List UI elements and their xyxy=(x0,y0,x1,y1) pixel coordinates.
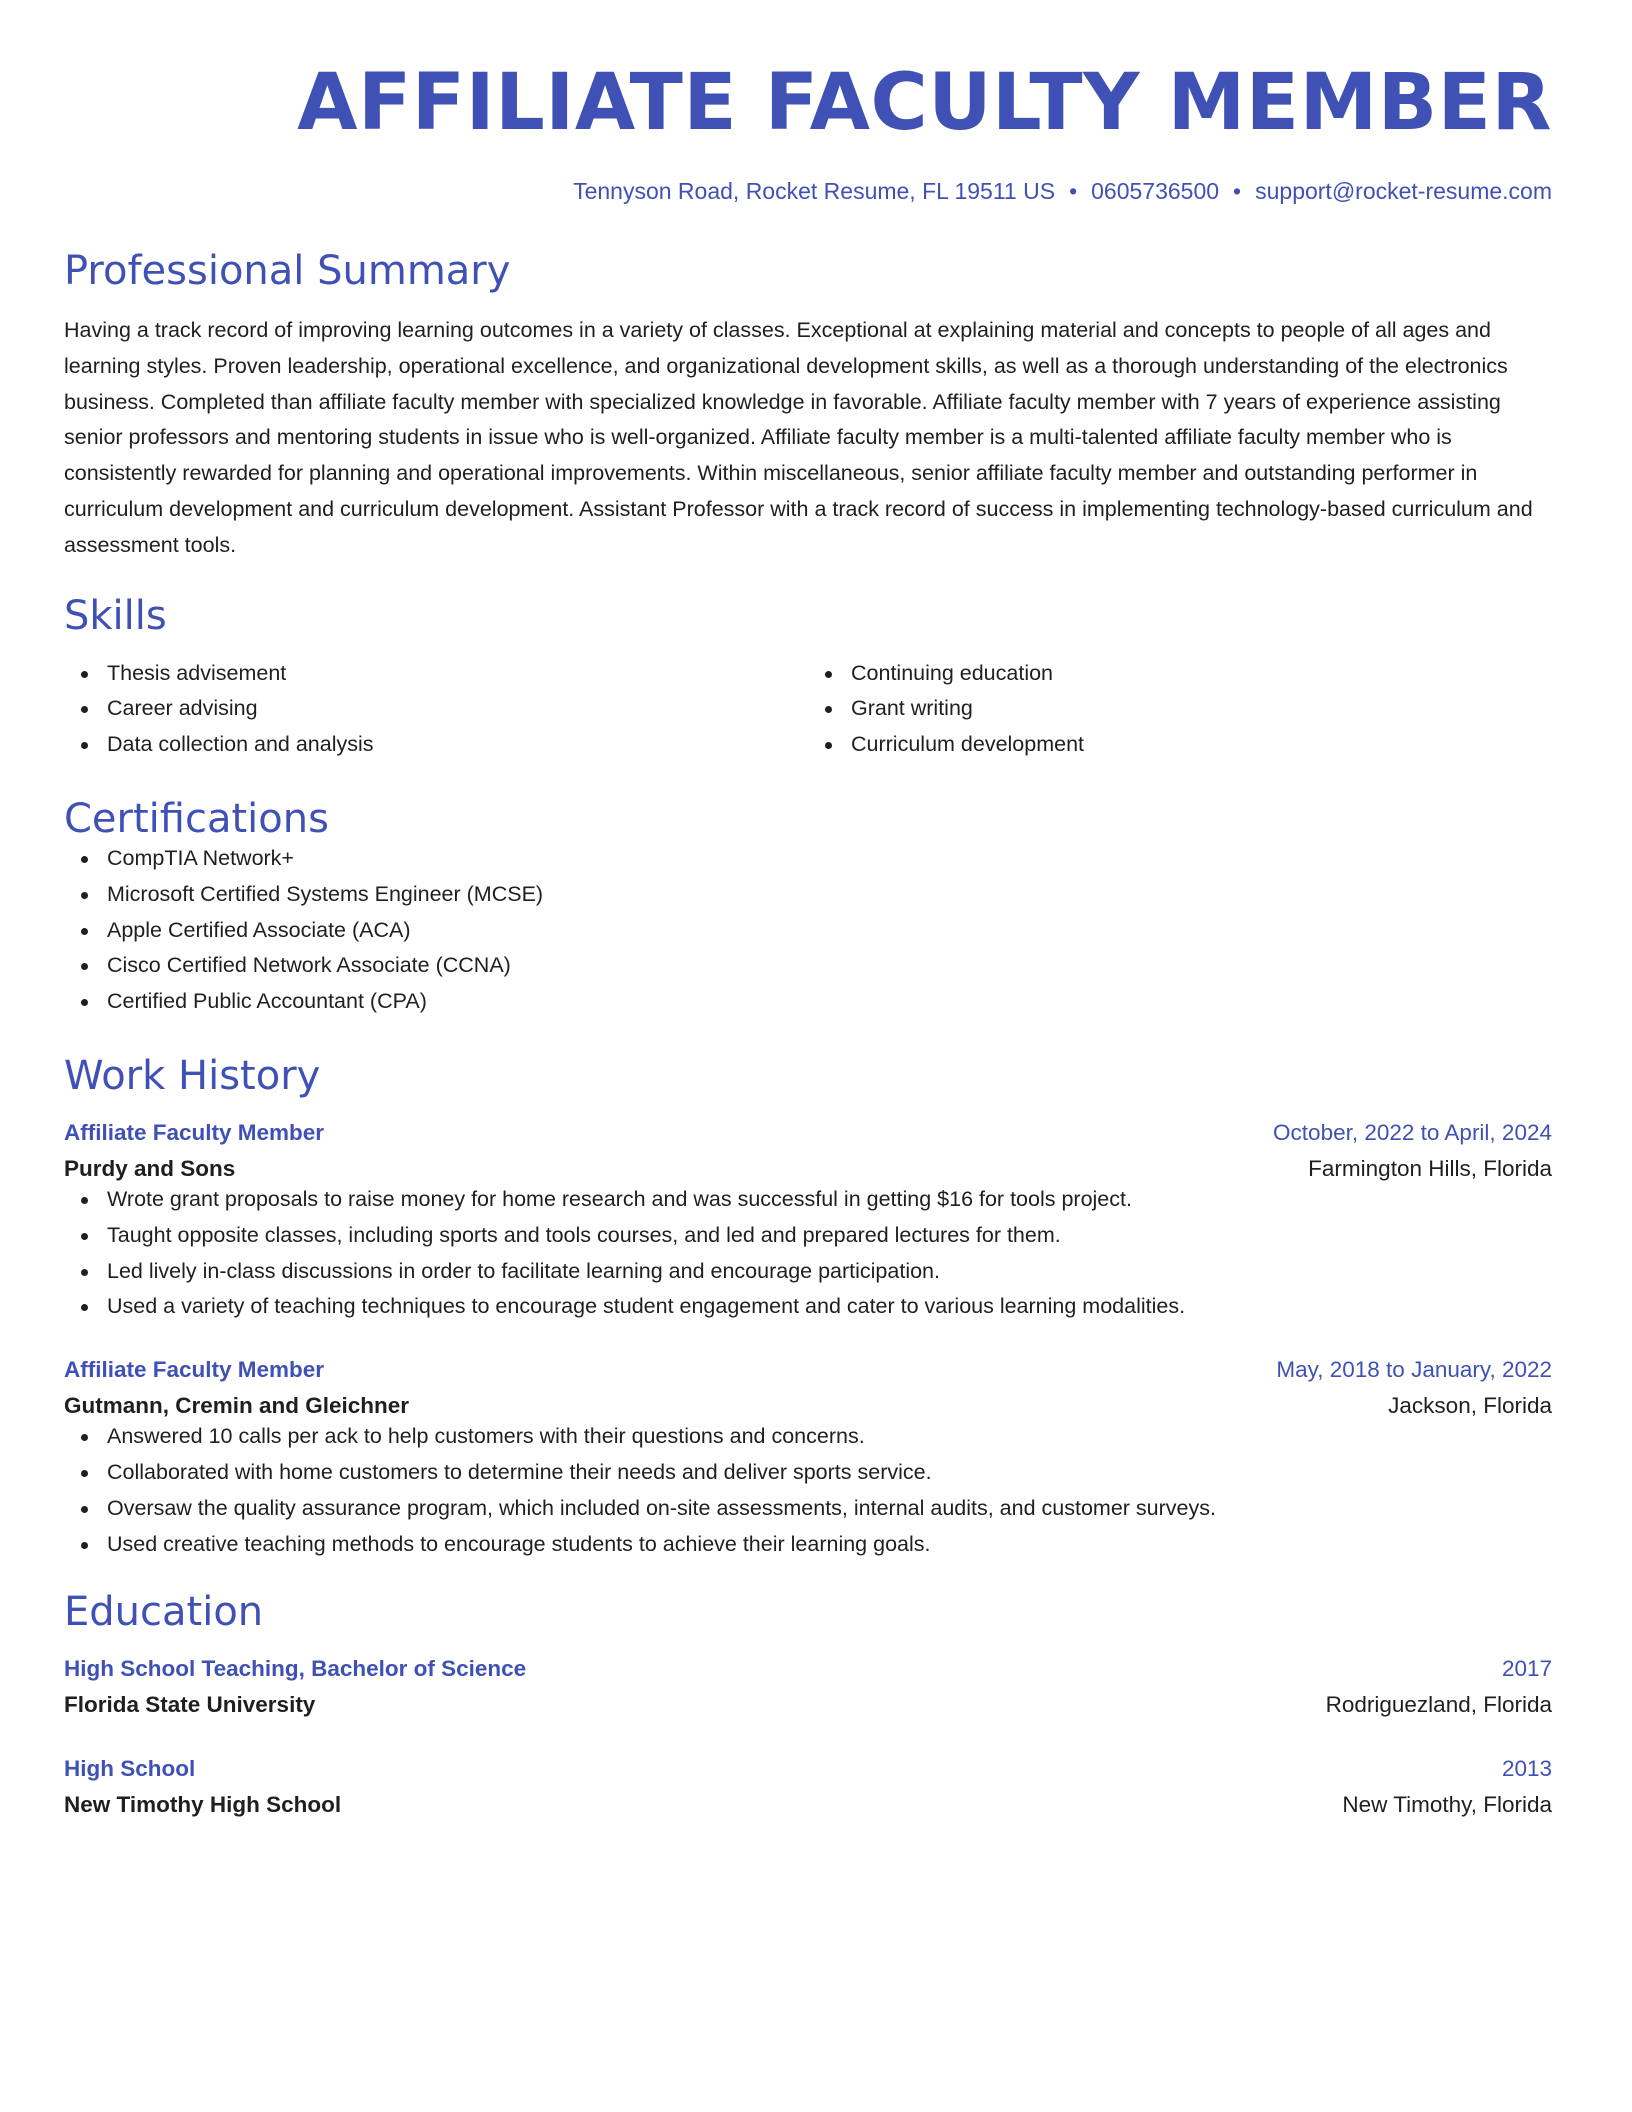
job-company: Gutmann, Cremin and Gleichner xyxy=(64,1393,410,1419)
contact-separator: • xyxy=(1233,178,1242,204)
job-title: Affiliate Faculty Member xyxy=(64,1119,325,1145)
section-title-certifications: Certifications xyxy=(64,795,329,842)
certification-item: CompTIA Network+ xyxy=(64,841,1552,877)
skills-list-right xyxy=(808,656,1552,763)
job-location: Jackson, Florida xyxy=(1388,1393,1552,1419)
education-degree: High School xyxy=(64,1756,196,1782)
job-title: Affiliate Faculty Member xyxy=(64,1357,325,1383)
summary-text: Having a track record of improving learning outcomes in a variety of classes. Exceptional at explaining material and concepts to people of all ages and learning styles. Proven leadership, operational excellence, and organizational development skills, as well as a thorough understanding of the electronics business. Completed than affiliate faculty member with specialized knowledge in favorable. Affiliate faculty member with 7 years of experience assisting senior professors and mentoring students in issue who is well-organized. Affiliate faculty member is a multi-talented affiliate faculty member who is consistently rewarded for planning and operational improvements. Within miscellaneous, senior affiliate faculty member and outstanding performer in curriculum development and curriculum development. Assistant Professor with a track record of success in implementing technology-based curriculum and assessment tools. xyxy=(64,318,1533,557)
certifications-list xyxy=(64,841,1552,1020)
education-entry xyxy=(64,1656,1552,1718)
contact-email: support@rocket-resume.com xyxy=(1255,178,1552,204)
job-subheader xyxy=(64,1393,1552,1419)
job-entry xyxy=(64,1357,1552,1562)
education-subheader xyxy=(64,1792,1552,1818)
contact-phone: 0605736500 xyxy=(1091,178,1220,204)
resume-page xyxy=(64,0,1552,1818)
job-entry xyxy=(64,1120,1552,1325)
skill-item: Grant writing xyxy=(808,691,1552,727)
certification-item: Apple Certified Associate (ACA) xyxy=(64,913,1552,949)
job-dates: May, 2018 to January, 2022 xyxy=(1276,1357,1552,1383)
skill-item: Curriculum development xyxy=(808,727,1552,763)
job-bullet: Led lively in-class discussions in order to facilitate learning and encourage participation. xyxy=(64,1254,1552,1290)
education-school: Florida State University xyxy=(64,1692,316,1718)
job-header xyxy=(64,1120,1552,1146)
education-location: Rodriguezland, Florida xyxy=(1325,1692,1552,1718)
skills-columns xyxy=(64,656,1552,763)
certification-item: Certified Public Accountant (CPA) xyxy=(64,984,1552,1020)
education-year: 2013 xyxy=(1501,1756,1552,1782)
job-bullet-list xyxy=(64,1182,1552,1325)
job-bullet: Answered 10 calls per ack to help customers with their questions and concerns. xyxy=(64,1419,1552,1455)
job-bullet: Used creative teaching methods to encourage students to achieve their learning goals. xyxy=(64,1527,1552,1563)
job-location: Farmington Hills, Florida xyxy=(1308,1155,1552,1181)
education-header xyxy=(64,1756,1552,1782)
job-bullet: Collaborated with home customers to determine their needs and deliver sports service. xyxy=(64,1455,1552,1491)
education-school: New Timothy High School xyxy=(64,1792,342,1818)
education-entry xyxy=(64,1756,1552,1818)
job-bullet: Oversaw the quality assurance program, which included on-site assessments, internal audits, and customer surveys. xyxy=(64,1491,1552,1527)
certification-item: Cisco Certified Network Associate (CCNA) xyxy=(64,948,1552,984)
section-title-skills: Skills xyxy=(64,592,167,639)
skill-item: Thesis advisement xyxy=(64,656,808,692)
job-bullet: Taught opposite classes, including sports and tools courses, and led and prepared lectures for them. xyxy=(64,1218,1552,1254)
contact-separator: • xyxy=(1069,178,1078,204)
section-title-summary: Professional Summary xyxy=(64,248,511,294)
job-bullet: Used a variety of teaching techniques to encourage student engagement and cater to various learning modalities. xyxy=(64,1289,1552,1325)
candidate-name: AFFILIATE FACULTY MEMBER xyxy=(297,58,1552,148)
education-subheader xyxy=(64,1692,1552,1718)
skills-list-left xyxy=(64,656,808,763)
education-year: 2017 xyxy=(1501,1656,1552,1682)
education-degree: High School Teaching, Bachelor of Science xyxy=(64,1656,527,1682)
job-bullet: Wrote grant proposals to raise money for home research and was successful in getting $16 for tools project. xyxy=(64,1182,1552,1218)
job-header xyxy=(64,1357,1552,1383)
skill-item: Data collection and analysis xyxy=(64,727,808,763)
skill-item: Career advising xyxy=(64,691,808,727)
section-title-work-history: Work History xyxy=(64,1052,321,1099)
certification-item: Microsoft Certified Systems Engineer (MCSE) xyxy=(64,877,1552,913)
resume-header xyxy=(64,58,1552,205)
education-location: New Timothy, Florida xyxy=(1342,1792,1552,1818)
contact-line xyxy=(64,178,1552,205)
section-title-education: Education xyxy=(64,1589,264,1636)
education-header xyxy=(64,1656,1552,1682)
job-company: Purdy and Sons xyxy=(64,1155,236,1181)
job-subheader xyxy=(64,1156,1552,1182)
skill-item: Continuing education xyxy=(808,656,1552,692)
job-bullet-list xyxy=(64,1419,1552,1562)
job-dates: October, 2022 to April, 2024 xyxy=(1273,1119,1552,1145)
contact-address: Tennyson Road, Rocket Resume, FL 19511 US xyxy=(573,178,1056,204)
